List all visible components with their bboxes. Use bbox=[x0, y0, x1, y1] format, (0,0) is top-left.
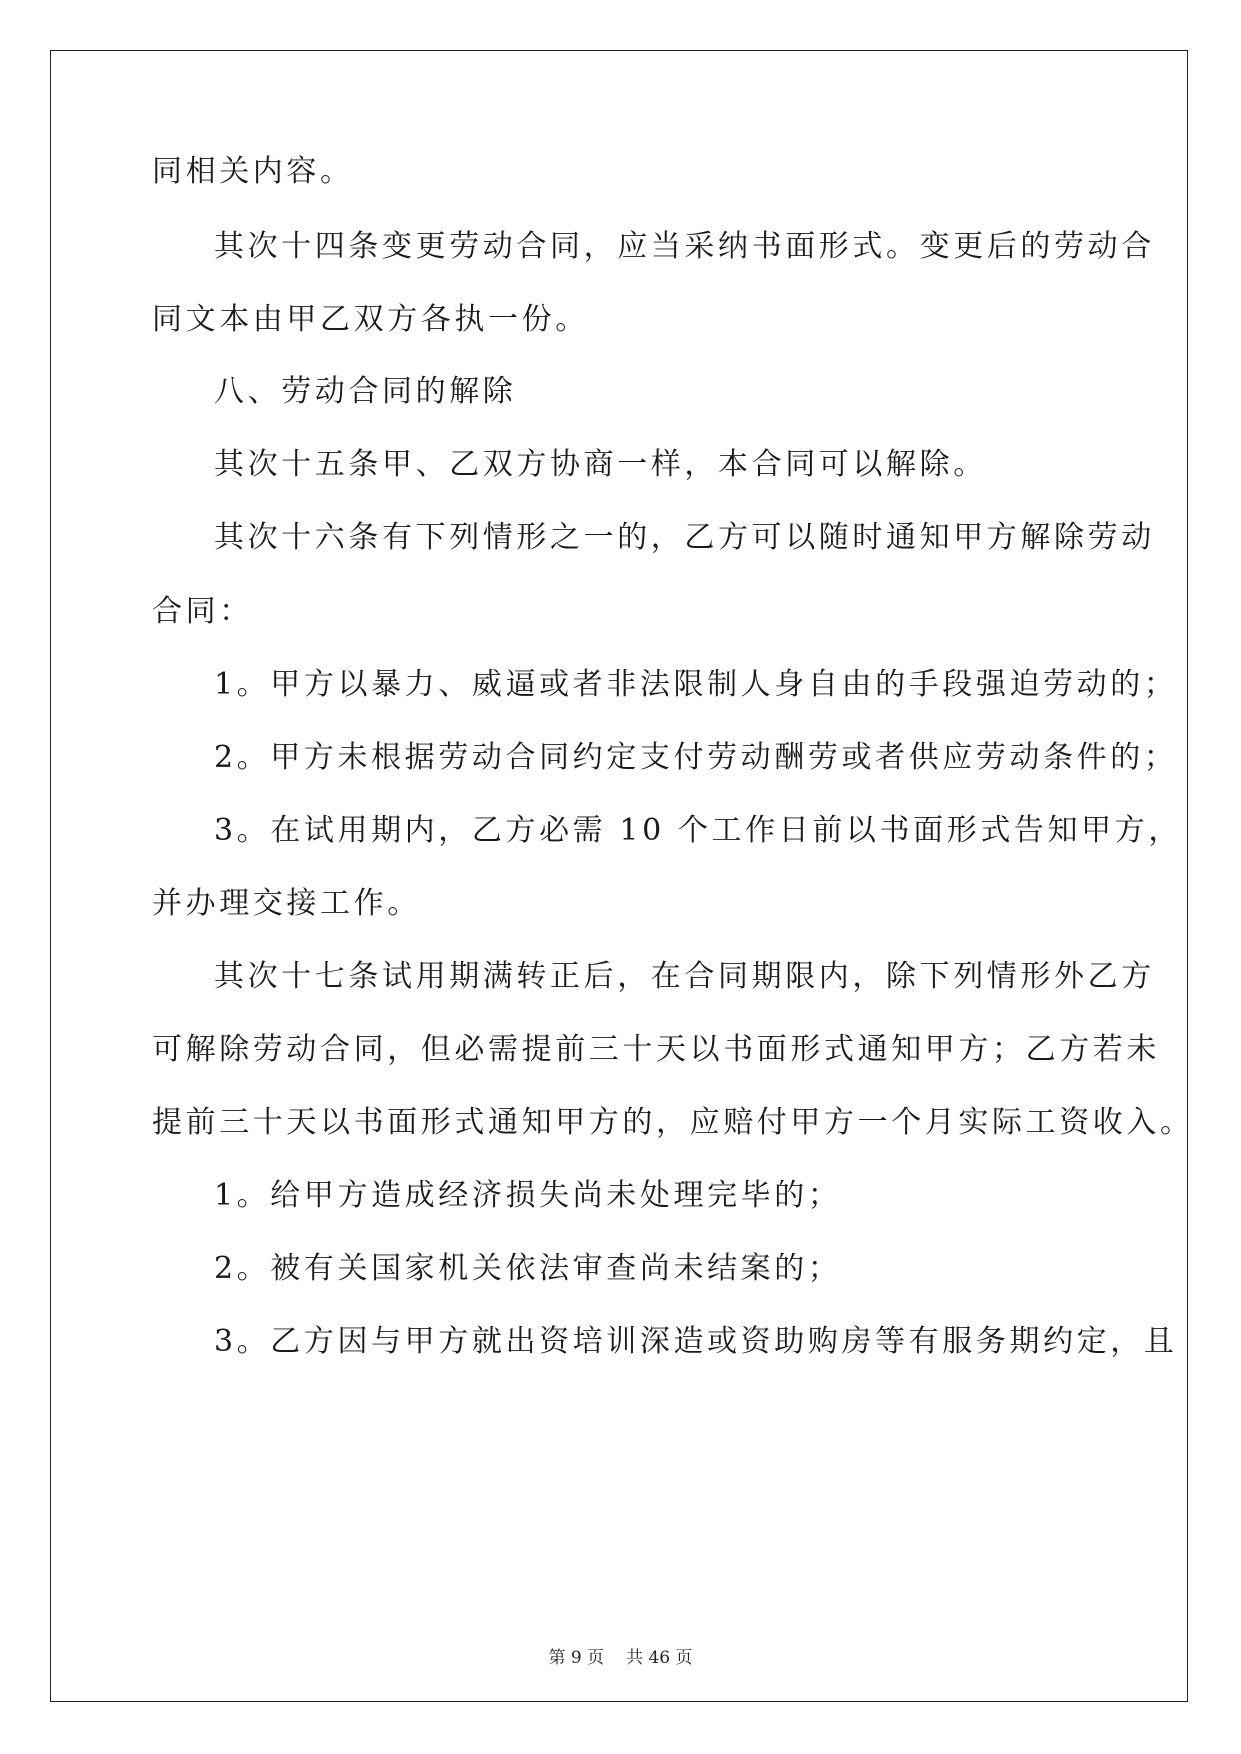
text-line: 其次十五条甲、乙双方协商一样，本合同可以解除。 bbox=[214, 447, 987, 482]
page-footer bbox=[0, 1646, 1241, 1670]
page-total: 共 46 页 bbox=[626, 1648, 693, 1668]
page-number: 第 9 页 bbox=[548, 1648, 605, 1668]
text-line: 其次十七条试用期满转正后，在合同期限内，除下列情形外乙方 bbox=[214, 959, 1155, 994]
text-line: 其次十四条变更劳动合同，应当采纳书面形式。变更后的劳动合 bbox=[214, 229, 1155, 264]
text-line: 并办理交接工作。 bbox=[152, 886, 421, 921]
text-line: 同相关内容。 bbox=[152, 154, 354, 189]
page-border bbox=[50, 50, 1188, 1702]
list-item: 1。给甲方造成经济损失尚未处理完毕的； bbox=[214, 1178, 842, 1213]
text-line: 其次十六条有下列情形之一的，乙方可以随时通知甲方解除劳动 bbox=[214, 520, 1155, 555]
text-line: 合同： bbox=[152, 594, 253, 629]
list-item: 2。被有关国家机关依法审查尚未结案的； bbox=[214, 1251, 842, 1286]
text-line: 可解除劳动合同，但必需提前三十天以书面形式通知甲方；乙方若未 bbox=[152, 1032, 1160, 1067]
list-item: 1。甲方以暴力、威逼或者非法限制人身自由的手段强迫劳动的； bbox=[214, 667, 1178, 702]
list-item: 2。甲方未根据劳动合同约定支付劳动酬劳或者供应劳动条件的； bbox=[214, 740, 1178, 775]
text-line: 同文本由甲乙双方各执一份。 bbox=[152, 302, 589, 337]
list-item: 3。在试用期内，乙方必需 10 个工作日前以书面形式告知甲方， bbox=[214, 813, 1182, 848]
section-heading: 八、劳动合同的解除 bbox=[214, 374, 517, 409]
list-item: 3。乙方因与甲方就出资培训深造或资助购房等有服务期约定，且 bbox=[214, 1324, 1178, 1359]
text-line: 提前三十天以书面形式通知甲方的，应赔付甲方一个月实际工资收入。 bbox=[152, 1105, 1194, 1140]
